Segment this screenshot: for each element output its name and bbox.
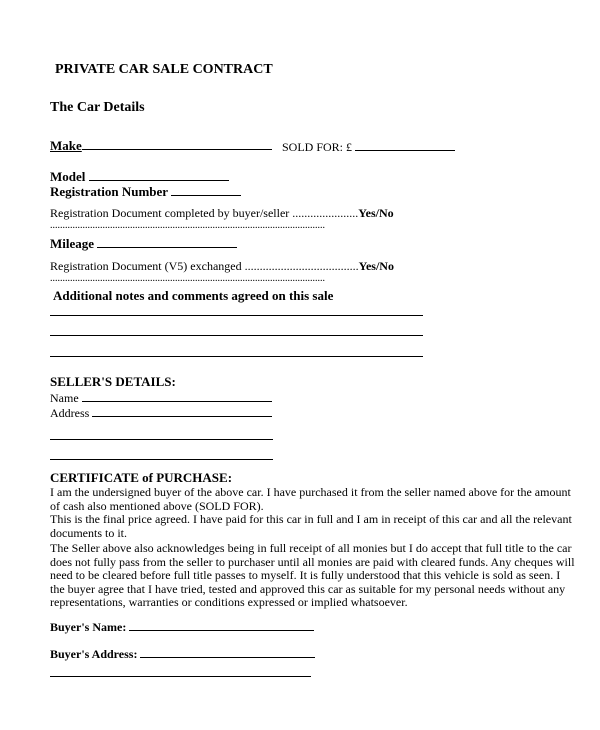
dotted-line-2: .............................................................................................................. (50, 273, 325, 284)
notes-heading: Additional notes and comments agreed on this sale (53, 288, 334, 303)
sold-for-field[interactable] (355, 139, 455, 151)
certificate-line: of cash also mentioned above (SOLD FOR). (50, 498, 264, 513)
model-label: Model (50, 169, 86, 184)
mileage-row (50, 236, 237, 252)
certificate-line: This is the final price agreed. I have paid for this car in full and I am in receipt of this car and all the relevant (50, 512, 572, 526)
model-field[interactable] (89, 169, 229, 181)
mileage-label: Mileage (50, 236, 95, 251)
seller-name-row (50, 390, 272, 406)
buyer-name-row (50, 619, 314, 635)
certificate-line: The Seller above also acknowledges being in full receipt of all monies but I do accept that full title to the car (50, 541, 572, 555)
sold-for-label: SOLD FOR: £ (282, 140, 353, 154)
buyer-address-label: Buyer's Address: (50, 647, 138, 661)
seller-address-field[interactable] (92, 405, 272, 417)
make-label: Make (50, 138, 82, 153)
reg-doc-completed-label: Registration Document completed by buyer/seller ...................... (50, 206, 359, 220)
seller-heading: SELLER'S DETAILS: (50, 374, 176, 389)
reg-doc-exchanged-row (50, 259, 394, 274)
certificate-line: the buyer agree that I have tried, tested and approved this car as suitable for my personal needs without any (50, 581, 566, 596)
notes-line-2[interactable] (50, 335, 423, 336)
reg-doc-completed-row (50, 206, 394, 221)
buyer-address-row (50, 646, 315, 662)
certificate-line: representations, warranties or conditions expressed or implied whatsoever. (50, 595, 408, 609)
seller-address-row (50, 405, 272, 421)
sold-for-row (282, 139, 455, 155)
certificate-line: documents to it. (50, 525, 127, 540)
notes-line-1[interactable] (50, 315, 423, 316)
registration-number-row (50, 184, 241, 200)
notes-line-3[interactable] (50, 356, 423, 357)
registration-number-label: Registration Number (50, 184, 169, 199)
seller-name-field[interactable] (82, 390, 272, 402)
registration-number-field[interactable] (171, 184, 241, 196)
buyer-address-field[interactable] (140, 646, 315, 658)
certificate-line: does not fully pass from the seller to purchaser until all monies are paid with cleared funds. Any cheques will (50, 554, 575, 569)
buyer-name-field[interactable] (129, 619, 314, 631)
make-row (50, 138, 272, 154)
seller-address-line-3[interactable] (50, 459, 273, 460)
certificate-heading: CERTIFICATE of PURCHASE: (50, 470, 233, 485)
certificate-line: need to be cleared before full title passes to myself. It is fully understood that this vehicle is sold as seen. I (50, 568, 561, 582)
page-title: PRIVATE CAR SALE CONTRACT (55, 62, 273, 77)
seller-address-line-2[interactable] (50, 439, 273, 440)
seller-name-label: Name (50, 391, 79, 405)
buyer-name-label: Buyer's Name: (50, 620, 127, 634)
dotted-line: .............................................................................................................. (50, 220, 325, 231)
reg-doc-exchanged-answer[interactable]: Yes/No (358, 259, 394, 273)
buyer-address-line-2[interactable] (50, 676, 311, 677)
reg-doc-exchanged-label: Registration Document (V5) exchanged ...................................... (50, 259, 359, 273)
reg-doc-completed-answer[interactable]: Yes/No (358, 206, 394, 220)
mileage-field[interactable] (97, 236, 237, 248)
model-row (50, 169, 229, 185)
certificate-line: I am the undersigned buyer of the above car. I have purchased it from the seller named above for the amount (50, 485, 571, 499)
seller-address-label: Address (50, 406, 90, 420)
car-details-heading: The Car Details (50, 100, 145, 115)
make-field[interactable] (82, 138, 272, 150)
